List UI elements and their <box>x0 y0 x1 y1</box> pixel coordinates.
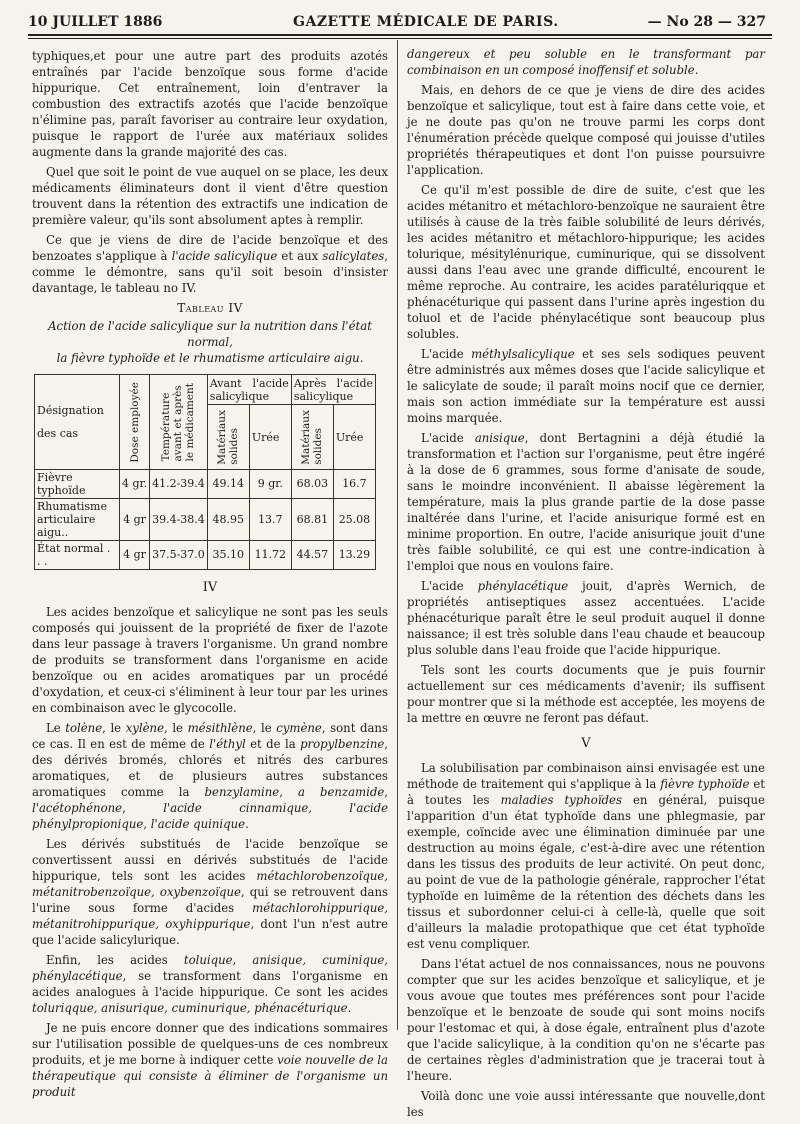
section-heading: V <box>581 736 591 751</box>
col-header-dose: Dose employée <box>120 375 150 470</box>
paragraph: Ce que je viens de dire de l'acide benzoïque et des benzoates s'applique à l'acide salicylique et aux salicylates, comme le démontre, sans qu'il soit besoin d'insister davantage, le tableau no IV. <box>32 233 388 295</box>
paragraph: typhiques,et pour une autre part des produits azotés entraînés par l'acide benzoïque sous forme d'acide hippurique. Cet entraînement, loin d'entraver la combustion des extractifs azotés que l'acide benzoïque n'élimine pas, paraît favoriser au contraire leur oxydation, puisque le rapport de l'urée aux matériaux solides augmente dans la grande majorité des cas. <box>32 49 388 159</box>
left-column <box>32 48 388 1104</box>
table-title: Tableau IV <box>177 301 243 315</box>
paragraph: L'acide méthylsalicylique et ses sels sodiques peuvent être administrés aux mêmes doses que l'acide salicylique et le salicylate de soude; il paraît moins nocif que ce dernier, mais son action immédiate sur la température est aussi moins marquée. <box>407 347 765 425</box>
col-header-apres: Après l'acide salicylique <box>291 375 375 405</box>
table-row: Rhumatisme articulaire aigu.. 4 gr 39.4-38.4 48.95 13.7 68.81 25.08 <box>35 499 376 541</box>
header-rule-thin <box>28 38 772 39</box>
col-header-designation: Désignation des cas <box>35 375 120 470</box>
paragraph: Dans l'état actuel de nos connaissances, nous ne pouvons compter que sur les acides benzoïque et salicylique, et je vous avoue que toutes mes préférences sont pour l'acide benzoïque et le benzoate de soude qui sont moins nocifs pour l'estomac et qui, à dose égale, entraînent plus d'azote que l'acide salicylique, à la condition qu'on ne s'écarte pas de certaines règles d'administration que je tracerai tout à l'heure. <box>407 957 765 1083</box>
section-heading: IV <box>202 580 218 595</box>
table-row: Fièvre typhoïde 4 gr. 41.2-39.4 49.14 9 gr. 68.03 16.7 <box>35 470 376 499</box>
paragraph: Je ne puis encore donner que des indications sommaires sur l'utilisation possible de quelques-uns de ces nombreux produits, et je me borne à indiquer cette voie nouvelle de la thérapeutique qui consiste à éliminer de l'organisme un produit <box>32 1021 388 1099</box>
page-header <box>28 14 772 34</box>
table-row: État normal . . . 4 gr 37.5-37.0 35.10 11.72 44.57 13.29 <box>35 541 376 570</box>
paragraph: Voilà donc une voie aussi intéressante que nouvelle,dont les <box>407 1089 765 1119</box>
paragraph: dangereux et peu soluble en le transformant par combinaison en un composé inoffensif et soluble. <box>407 47 765 77</box>
paragraph: Tels sont les courts documents que je puis fournir actuellement sur ces médicaments d'avenir; ils suffisent pour montrer que si la méthode est acceptée, les moyens de la mettre en œuvre ne feront pas défaut. <box>407 663 765 725</box>
right-column <box>407 46 765 1124</box>
paragraph: Les dérivés substitués de l'acide benzoïque se convertissent aussi en dérivés substitués de l'acide hippurique, tels sont les acides métachlorobenzoïque, métanitrobenzoïque, oxybenzoïque, qui se retrouvent dans l'urine sous forme d'acides métachlorohippurique, métanitrohippurique, oxyhippurique, dont l'un n'est autre que l'acide salicylurique. <box>32 837 388 947</box>
paragraph: L'acide anisique, dont Bertagnini a déjà étudié la transformation et l'action sur l'organisme, peut être ingéré à la dose de 6 grammes, sous forme d'anisate de soude, sans le moindre inconvénient. Il abaisse légèrement la température, mais la plus grande partie de la dose passe inaltérée dans l'urine, et l'acide anisurique formé est en minime proportion. En outre, l'acide anisurique jouit d'une très faible solubilité, ce qui est une contre-indication à l'emploi que nous en voulons faire. <box>407 431 765 573</box>
issue-date: 10 JUILLET 1886 <box>28 14 163 30</box>
paragraph: Le tolène, le xylène, le mésithlène, le cymène, sont dans ce cas. Il en est de même de l'éthyl et de la propylbenzine, des dérivés bromés, chlorés et nitrés des carbures aromatiques, et de plusieurs autres substances aromatiques comme la benzylamine, a benzamide, l'acétophénone, l'acide cinnamique, l'acide phénylpropionique, l'acide quinique. <box>32 721 388 831</box>
paragraph: Enfin, les acides toluique, anisique, cuminique, phénylacétique, se transforment dans l'organisme en acides analogues à l'acide hippurique. Ce sont les acides toluriqque, anisurique, cuminurique, phénacéturique. <box>32 953 389 1015</box>
col-header-materiaux: Matériaux solides <box>207 405 249 470</box>
journal-title: GAZETTE MÉDICALE DE PARIS. <box>293 14 559 30</box>
table-caption: Action de l'acide salicylique sur la nutrition dans l'état normal, la fièvre typhoïde et le rhumatisme articulaire aigu. <box>48 319 372 365</box>
paragraph: L'acide phénylacétique jouit, d'après Wernich, de propriétés antiseptiques assez accentuées. L'acide phénacéturique paraît être le seul produit auquel il donne naissance; il est très soluble dans l'eau chaude et beaucoup plus soluble dans l'eau froide que l'acide hippurique. <box>407 579 766 657</box>
col-header-uree: Urée <box>249 405 291 470</box>
col-header-materiaux: Matériaux solides <box>291 405 333 470</box>
header-rule <box>28 34 772 36</box>
paragraph: Ce qu'il m'est possible de dire de suite, c'est que les acides métanitro et métachloro-benzoïque ne sauraient être utilisés à cause de la très faible solubilité de leurs dérivés, les acides métanitro et métachloro-hippurique; les acides tolurique, mésitylénurique, cuminurique, qui se dissolvent aussi dans l'eau avec une grande difficulté, encourent le même reproche. Au contraire, les acides paratéluriqque et phénacéturique qui passent dans l'urine après ingestion du toluol et de l'acide phénylacétique sont beaucoup plus solubles. <box>407 183 765 341</box>
col-header-temperature: Température avant et après le médicament <box>150 375 208 470</box>
paragraph: Mais, en dehors de ce que je viens de dire des acides benzoïque et salicylique, tout est à faire dans cette voie, et je ne doute pas qu'on ne trouve parmi les corps dont l'énumération précède quelque composé qui jouisse d'utiles propriétés thérapeutiques et dont l'on puisse poursuivre l'application. <box>407 83 765 177</box>
page-number: — No 28 — 327 <box>647 14 766 30</box>
data-table <box>34 374 376 570</box>
paragraph: Les acides benzoïque et salicylique ne sont pas les seuls composés qui jouissent de la propriété de fixer de l'azote dans leur passage à travers l'organisme. Un grand nombre de produits se transforment dans l'organisme en acide benzoïque ou en acides aromatiques par un procédé d'oxydation, et ceux-ci s'éliminent à leur tour par les urines en combinaison avec le glycocolle. <box>32 605 388 715</box>
paragraph: La solubilisation par combinaison ainsi envisagée est une méthode de traitement qui s'applique à la fièvre typhoïde et à toutes les maladies typhoïdes en général, puisque l'apparition d'un état typhoïde dans une phlegmasie, par exemple, coïncide avec une élimination diminuée par une destruction au moins égale, c'est-à-dire avec une rétention dans les tissus des produits de leur activité. On peut donc, au point de vue de la pathologie générale, rapprocher l'état typhoïde en luimême de la rétention des déchets dans les tissus et subordonner celui-ci à celle-là, quelle que soit d'ailleurs la maladie protopathique que cet état typhoïde est venu compliquer. <box>407 761 765 951</box>
col-header-avant: Avant l'acide salicylique <box>207 375 291 405</box>
col-header-uree: Urée <box>333 405 375 470</box>
column-divider <box>397 40 398 1030</box>
paragraph: Quel que soit le point de vue auquel on se place, les deux médicaments éliminateurs dont il vient d'être question trouvent dans la rétention des extractifs une indication de première valeur, qu'ils sont absolument aptes à remplir. <box>32 165 388 227</box>
